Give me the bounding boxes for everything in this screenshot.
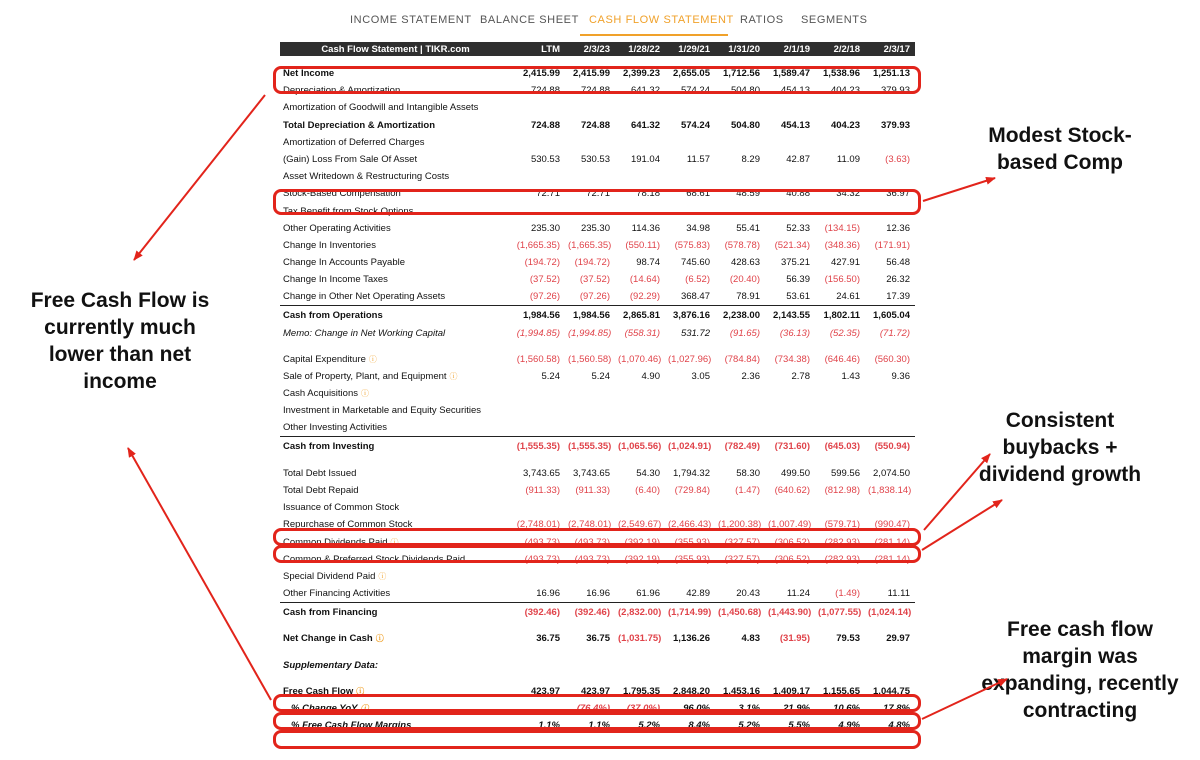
row-value: (6.52) <box>685 274 710 286</box>
row-label-text: Total Debt Repaid <box>283 485 359 497</box>
info-icon[interactable]: ⓘ <box>368 354 377 364</box>
row-value: (1,994.85) <box>568 327 612 339</box>
row-value: 11.24 <box>786 587 810 599</box>
info-icon[interactable]: ⓘ <box>375 634 384 644</box>
row-value: (640.62) <box>774 485 810 497</box>
row-value: (1,065.56) <box>615 437 665 456</box>
row-value: 8.4% <box>688 720 710 732</box>
tab-cash-flow-statement[interactable]: CASH FLOW STATEMENT <box>589 14 734 26</box>
row-value: 48.59 <box>736 188 760 200</box>
row-value: 574.24 <box>680 119 710 131</box>
row-value: (646.46) <box>824 353 860 365</box>
tab-ratios[interactable]: RATIOS <box>740 14 784 26</box>
row-value: (2,549.67) <box>618 519 662 531</box>
row-value: (171.91) <box>874 239 910 251</box>
row-value: (97.26) <box>579 291 610 303</box>
row-value: 1.1% <box>538 720 560 732</box>
row-value: 641.32 <box>630 85 660 97</box>
row-label-text: Depreciation & Amortization <box>283 85 401 97</box>
row-value: (1,070.46) <box>618 353 662 365</box>
row-value: (560.30) <box>874 353 910 365</box>
row-value: 2.36 <box>741 371 760 383</box>
row-value: 40.88 <box>786 188 810 200</box>
row-value: 368.47 <box>680 291 710 303</box>
row-value: (1.47) <box>735 485 760 497</box>
row-value: (1,714.99) <box>665 602 715 621</box>
row-value: (76.4%) <box>576 702 610 714</box>
row-value: (281.14) <box>874 553 910 565</box>
row-value: 504.80 <box>730 119 760 131</box>
row-value: 235.30 <box>580 222 610 234</box>
arrow-to-sbc <box>923 178 995 201</box>
row-value: 1,794.32 <box>673 467 710 479</box>
row-value: (194.72) <box>574 257 610 269</box>
row-value: 404.23 <box>830 119 860 131</box>
row-value: (493.73) <box>574 536 610 548</box>
row-value: (575.83) <box>674 239 710 251</box>
arrow-to-fcf-margins <box>922 679 1007 719</box>
row-value: 724.88 <box>530 119 560 131</box>
column-header[interactable]: 2/3/23 <box>565 42 615 56</box>
row-value: 58.30 <box>736 467 760 479</box>
row-label-text: Other Investing Activities <box>283 422 388 434</box>
row-value: (1,027.96) <box>668 353 712 365</box>
row-value: (306.52) <box>774 536 810 548</box>
arrow-to-free-cash-flow <box>128 448 271 700</box>
row-label-text: Change In Accounts Payable <box>283 257 406 269</box>
row-value: 21.9% <box>783 702 810 714</box>
row-value: 379.93 <box>880 119 910 131</box>
row-value: (71.72) <box>879 327 910 339</box>
row-value: (1,555.35) <box>513 437 565 456</box>
info-icon[interactable]: ⓘ <box>360 703 369 713</box>
row-value: (784.84) <box>724 353 760 365</box>
row-label-text: Investment in Marketable and Equity Securities <box>283 405 482 417</box>
row-value: 96.0% <box>683 702 710 714</box>
row-value: (2,832.00) <box>615 602 665 621</box>
row-value: (355.93) <box>674 553 710 565</box>
row-value: (782.49) <box>715 437 765 456</box>
row-value: (578.78) <box>724 239 760 251</box>
row-value: (31.95) <box>779 633 810 645</box>
row-value: 42.87 <box>786 154 810 166</box>
row-value: 404.23 <box>830 85 860 97</box>
row-value: 4.90 <box>641 371 660 383</box>
row-value: 1,044.75 <box>873 685 910 697</box>
row-value: 2,074.50 <box>873 467 910 479</box>
row-value: (1,450.68) <box>715 602 765 621</box>
row-value: (521.34) <box>774 239 810 251</box>
row-value: (392.19) <box>624 536 660 548</box>
row-value: 5.2% <box>638 720 660 732</box>
row-value: 379.93 <box>880 85 910 97</box>
row-value: 454.13 <box>780 119 810 131</box>
row-value: (731.60) <box>765 437 815 456</box>
info-icon[interactable]: ⓘ <box>390 537 399 547</box>
row-value: (392.46) <box>513 602 565 621</box>
row-value: 36.97 <box>886 188 910 200</box>
row-value: 36.75 <box>586 633 610 645</box>
row-label-text: Net Income <box>283 68 335 80</box>
row-value: 1,453.16 <box>723 685 760 697</box>
row-value: 2,143.55 <box>765 306 815 325</box>
row-label-text: Special Dividend Paid <box>283 570 376 582</box>
row-value: (20.40) <box>729 274 760 286</box>
row-value: 427.91 <box>830 257 860 269</box>
row-value: (97.26) <box>529 291 560 303</box>
row-value: (1,031.75) <box>618 633 662 645</box>
row-value: (1,024.14) <box>865 602 915 621</box>
row-label-text: Change In Income Taxes <box>283 274 388 286</box>
row-value: 34.32 <box>836 188 860 200</box>
row-value: (92.29) <box>629 291 660 303</box>
row-value: (37.52) <box>529 274 560 286</box>
row-value: 68.61 <box>686 188 710 200</box>
row-value: 36.75 <box>536 633 560 645</box>
row-value: 724.88 <box>530 85 560 97</box>
row-value: 17.39 <box>886 291 910 303</box>
row-value: 11.11 <box>887 587 910 599</box>
row-value: (3.63) <box>885 154 910 166</box>
row-value: 504.80 <box>730 85 760 97</box>
row-value: 2,415.99 <box>573 68 610 80</box>
info-icon[interactable]: ⓘ <box>356 686 365 696</box>
row-value: (52.35) <box>829 327 860 339</box>
row-value: (2,748.01) <box>516 519 560 531</box>
row-value: 16.96 <box>586 587 610 599</box>
row-label-text: Amortization of Deferred Charges <box>283 136 425 148</box>
row-value: (1,443.90) <box>765 602 815 621</box>
row-value: (1,838.14) <box>868 485 912 497</box>
row-value: 3,743.65 <box>573 467 610 479</box>
row-value: 1,589.47 <box>773 68 810 80</box>
row-value: (282.93) <box>824 536 860 548</box>
row-value: 2.78 <box>791 371 810 383</box>
row-value: 78.91 <box>736 291 760 303</box>
row-value: 1,136.26 <box>673 633 710 645</box>
info-icon[interactable]: ⓘ <box>449 372 458 382</box>
row-value: (392.46) <box>565 602 615 621</box>
row-label-text: Change In Inventories <box>283 239 376 251</box>
column-header[interactable]: 2/2/18 <box>815 42 865 56</box>
row-value: 4.83 <box>741 633 760 645</box>
row-value: 423.97 <box>530 685 560 697</box>
row-label-text: Capital Expenditure <box>283 353 366 365</box>
row-label-text: Total Depreciation & Amortization <box>283 119 436 131</box>
row-label-text: Common Dividends Paid <box>283 536 388 548</box>
row-value: (37.52) <box>579 274 610 286</box>
row-label-text: Amortization of Goodwill and Intangible Assets <box>283 102 479 114</box>
row-value: 12.36 <box>886 222 910 234</box>
row-value: 56.48 <box>886 257 910 269</box>
row-label-text: Cash Acquisitions <box>283 388 358 400</box>
row-value: 3,876.16 <box>665 306 715 325</box>
row-value: 3.1% <box>738 702 760 714</box>
row-label-text: Repurchase of Common Stock <box>283 519 413 531</box>
row-value: (348.36) <box>824 239 860 251</box>
row-value: 2,655.05 <box>673 68 710 80</box>
row-value: 34.98 <box>686 222 710 234</box>
row-label-text: Cash from Investing <box>283 441 375 452</box>
row-value: (493.73) <box>574 553 610 565</box>
row-value: 531.72 <box>680 327 710 339</box>
row-value: 724.88 <box>580 85 610 97</box>
row-value: 54.30 <box>636 467 660 479</box>
row-label-text: Supplementary Data: <box>283 659 379 671</box>
row-value: 8.29 <box>741 154 760 166</box>
row-value: 42.89 <box>686 587 710 599</box>
annotation-fcf-margin: Free cash flow margin was expanding, recently contracting <box>981 618 1179 722</box>
row-value: (911.33) <box>525 485 560 497</box>
row-value: 10.6% <box>833 702 860 714</box>
row-value: 1.1% <box>588 720 610 732</box>
row-value: 3.05 <box>691 371 710 383</box>
row-value: 1,155.65 <box>823 685 860 697</box>
row-value: (37.0%) <box>626 702 660 714</box>
tab-segments[interactable]: SEGMENTS <box>801 14 868 26</box>
row-label-text: (Gain) Loss From Sale Of Asset <box>283 154 418 166</box>
row-value: (493.73) <box>524 553 560 565</box>
row-value: 1,984.56 <box>565 306 615 325</box>
row-value: 53.61 <box>786 291 810 303</box>
row-value: 375.21 <box>780 257 810 269</box>
column-header[interactable]: 2/3/17 <box>865 42 915 56</box>
tab-balance-sheet[interactable]: BALANCE SHEET <box>480 14 579 26</box>
row-value: (1,665.35) <box>568 239 612 251</box>
row-value: (729.84) <box>674 485 710 497</box>
row-value: (550.11) <box>625 239 660 251</box>
annotation-buybacks-dividends: Consistent buybacks + dividend growth <box>978 409 1142 486</box>
row-value: 79.53 <box>836 633 860 645</box>
row-label-text: Net Change in Cash <box>283 633 373 645</box>
row-value: (327.57) <box>724 536 760 548</box>
column-header[interactable]: LTM <box>513 42 565 56</box>
arrow-to-net-income <box>134 95 265 260</box>
info-icon[interactable]: ⓘ <box>378 571 387 581</box>
info-icon[interactable]: ⓘ <box>360 389 369 399</box>
row-value: (1,555.35) <box>565 437 615 456</box>
row-value: 5.24 <box>591 371 610 383</box>
row-value: 17.8% <box>883 702 910 714</box>
row-value: (579.71) <box>824 519 860 531</box>
row-value: 2,848.20 <box>673 685 710 697</box>
row-value: 235.30 <box>530 222 560 234</box>
row-label-text: Stock-Based Compensation <box>283 188 401 200</box>
row-value: (282.93) <box>824 553 860 565</box>
row-value: 423.97 <box>580 685 610 697</box>
column-header[interactable]: 2/1/19 <box>765 42 815 56</box>
row-value: (550.94) <box>865 437 915 456</box>
row-label-text: Memo: Change in Net Working Capital <box>283 327 446 339</box>
row-value: 454.13 <box>780 85 810 97</box>
row-value: 26.32 <box>886 274 910 286</box>
row-value: (306.52) <box>774 553 810 565</box>
row-label-text: Asset Writedown & Restructuring Costs <box>283 171 450 183</box>
row-value: (1,665.35) <box>516 239 560 251</box>
row-value: 641.32 <box>630 119 660 131</box>
row-value: 61.96 <box>636 587 660 599</box>
row-value: 574.24 <box>680 85 710 97</box>
row-value: 1,712.56 <box>723 68 760 80</box>
row-value: 1,795.35 <box>623 685 660 697</box>
row-value: (327.57) <box>724 553 760 565</box>
row-value: (281.14) <box>874 536 910 548</box>
row-value: (1,994.85) <box>516 327 560 339</box>
row-value: 3,743.65 <box>523 467 560 479</box>
row-value: 2,238.00 <box>715 306 765 325</box>
row-value: (1,077.55) <box>815 602 865 621</box>
row-value: (2,466.43) <box>668 519 712 531</box>
row-value: 428.63 <box>730 257 760 269</box>
annotation-fcf-vs-net-income: Free Cash Flow is currently much lower than net income <box>30 289 210 393</box>
arrow-to-dividends <box>922 500 1002 550</box>
row-value: 530.53 <box>530 154 560 166</box>
row-value: 16.96 <box>536 587 560 599</box>
row-value: 5.24 <box>541 371 560 383</box>
row-value: 4.9% <box>838 720 860 732</box>
row-label-text: Free Cash Flow <box>283 685 354 697</box>
row-value: 1,538.96 <box>823 68 860 80</box>
row-label-text: Sale of Property, Plant, and Equipment <box>283 371 447 383</box>
row-label-text: Change in Other Net Operating Assets <box>283 291 446 303</box>
row-label-text: Total Debt Issued <box>283 467 357 479</box>
row-value: 9.36 <box>891 371 910 383</box>
row-value: 24.61 <box>836 291 860 303</box>
row-value: 78.18 <box>636 188 660 200</box>
row-value: (14.64) <box>629 274 660 286</box>
row-value: 2,415.99 <box>523 68 560 80</box>
row-value: (1,200.38) <box>718 519 762 531</box>
row-value: (194.72) <box>524 257 560 269</box>
row-value: 530.53 <box>580 154 610 166</box>
row-value: (1,560.58) <box>568 353 612 365</box>
column-header[interactable]: 1/29/21 <box>665 42 715 56</box>
annotation-modest-sbc: Modest Stock-based Comp <box>988 124 1132 174</box>
row-value: 2,865.81 <box>615 306 665 325</box>
row-value: 5.2% <box>738 720 760 732</box>
row-value: 11.09 <box>836 154 860 166</box>
arrow-to-repurchase <box>924 454 990 530</box>
row-label-text: % Change YoY <box>291 702 358 714</box>
row-value: 599.56 <box>830 467 860 479</box>
row-value: (990.47) <box>874 519 910 531</box>
row-value: (91.65) <box>729 327 760 339</box>
row-value: 5.5% <box>788 720 810 732</box>
row-value: 56.39 <box>786 274 810 286</box>
column-header[interactable]: 1/28/22 <box>615 42 665 56</box>
row-value: (734.38) <box>774 353 810 365</box>
row-label-text: Tax Benefit from Stock Options <box>283 205 414 217</box>
row-value: 1.43 <box>841 371 860 383</box>
row-label-text: Cash from Financing <box>283 606 378 618</box>
row-value: (1.49) <box>835 587 860 599</box>
row-value: 191.04 <box>630 154 660 166</box>
row-value: 4.8% <box>888 720 910 732</box>
row-value: 20.43 <box>736 587 760 599</box>
row-value: 724.88 <box>580 119 610 131</box>
row-value: 499.50 <box>780 467 810 479</box>
row-value: (493.73) <box>524 536 560 548</box>
row-label-text: % Free Cash Flow Margins <box>291 720 412 732</box>
row-value: 1,984.56 <box>513 306 565 325</box>
row-value: (812.98) <box>824 485 860 497</box>
row-value: (392.19) <box>624 553 660 565</box>
row-value: (2,748.01) <box>568 519 612 531</box>
row-value: (911.33) <box>575 485 610 497</box>
row-value: 52.33 <box>786 222 810 234</box>
row-label-text: Common & Preferred Stock Dividends Paid <box>283 553 466 565</box>
row-value: (1,024.91) <box>665 437 715 456</box>
row-value: (355.93) <box>674 536 710 548</box>
row-value: (6.40) <box>635 485 660 497</box>
row-value: 1,409.17 <box>773 685 810 697</box>
row-value: (1,007.49) <box>768 519 812 531</box>
row-value: (645.03) <box>815 437 865 456</box>
column-header[interactable]: 1/31/20 <box>715 42 765 56</box>
row-value: 11.57 <box>686 154 710 166</box>
row-value: 29.97 <box>886 633 910 645</box>
row-value: 745.60 <box>680 257 710 269</box>
row-label-text: Other Financing Activities <box>283 587 391 599</box>
row-value: 72.71 <box>586 188 610 200</box>
row-value: (134.15) <box>824 222 860 234</box>
row-value: (36.13) <box>779 327 810 339</box>
row-label-text: Other Operating Activities <box>283 222 391 234</box>
row-label-text: Cash from Operations <box>283 309 383 321</box>
row-label-text: Issuance of Common Stock <box>283 502 400 514</box>
row-value: 1,251.13 <box>873 68 910 80</box>
row-value: (156.50) <box>824 274 860 286</box>
row-value: 114.36 <box>631 222 660 234</box>
row-value: 1,605.04 <box>865 306 915 325</box>
row-value: 2,399.23 <box>623 68 660 80</box>
row-value: 98.74 <box>636 257 660 269</box>
table-title: Cash Flow Statement | TIKR.com <box>280 42 513 56</box>
row-value: 55.41 <box>736 222 760 234</box>
row-value: 72.71 <box>536 188 560 200</box>
tab-income-statement[interactable]: INCOME STATEMENT <box>350 14 472 26</box>
row-value: (558.31) <box>624 327 660 339</box>
row-value: (1,560.58) <box>516 353 560 365</box>
row-value: 1,802.11 <box>815 306 865 325</box>
